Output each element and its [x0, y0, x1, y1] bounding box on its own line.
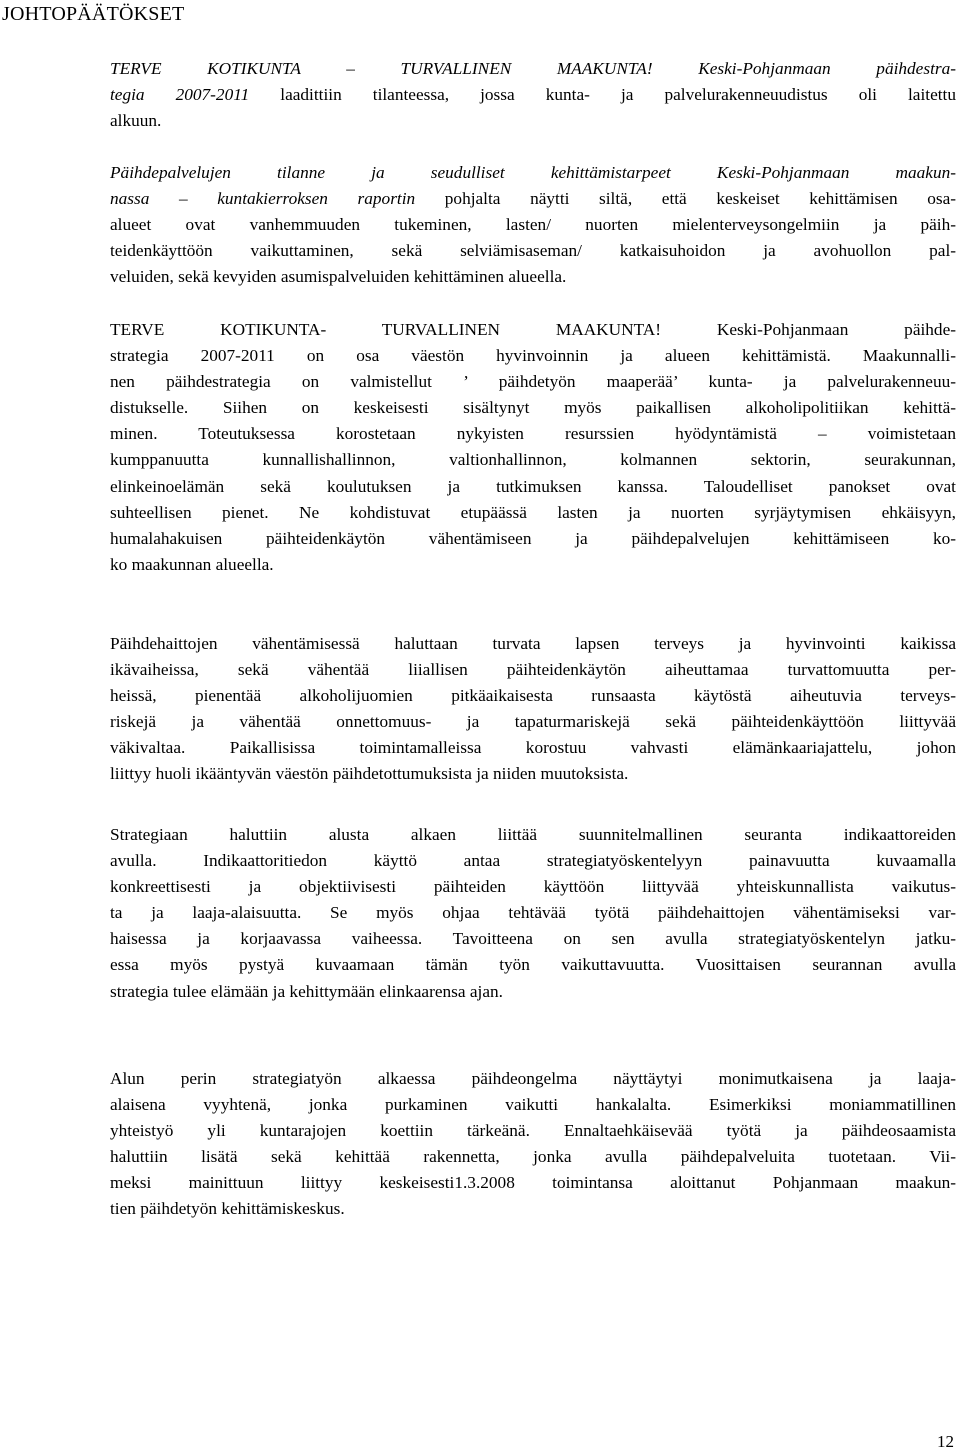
text-segment: strategia tulee elämään ja kehittymään elinkaarensa ajan. — [110, 981, 503, 1001]
text-segment: haluttiin lisätä sekä kehittää rakennetta, jonka avulla päihdepalveluita tuotetaan. Vii- — [110, 1147, 956, 1167]
text-segment: veluiden, sekä kevyiden asumispalveluiden kehittäminen alueella. — [110, 267, 567, 287]
text-line — [110, 1196, 956, 1222]
text-segment: distukselle. Siihen on keskeisesti sisältynyt myös paikallisen alkoholipolitiikan kehittä- — [110, 398, 956, 418]
text-line — [110, 160, 956, 186]
text-segment: riskejä ja vähentää onnettomuus- ja tapaturmariskejä sekä päihteidenkäyttöön liittyvää — [110, 712, 956, 732]
text-segment: nen päihdestrategia on valmistellut ’ päihdetyön maaperää’ kunta- ja palvelurakenneuu- — [110, 372, 956, 392]
text-segment: liittyy huoli ikääntyvän väestön päihdetottumuksista ja niiden muutoksista. — [110, 764, 629, 784]
page-number: 12 — [937, 1432, 954, 1451]
paragraph-origins — [110, 1066, 956, 1223]
text-segment: humalahakuisen päihteidenkäytön vähentämiseen ja päihdepalvelujen kehittämiseen ko- — [110, 528, 956, 548]
text-line — [110, 683, 956, 709]
text-line — [110, 56, 956, 82]
text-segment: TERVE KOTIKUNTA- TURVALLINEN MAAKUNTA! Keski-Pohjanmaan päihde- — [110, 320, 956, 339]
text-segment: väkivaltaa. Paikallisissa toimintamalleissa korostuu vahvasti elämänkaariajattelu, johon — [110, 738, 956, 758]
text-segment: teidenkäyttöön vaikuttaminen, sekä selviämisaseman/ katkaisuhoidon ja avohuollon pal- — [110, 241, 956, 261]
text-segment: nassa – kuntakierroksen raportin — [110, 189, 416, 209]
text-line — [110, 657, 956, 683]
text-segment: ta ja laaja-alaisuutta. Se myös ohjaa tehtävää työtä päihdehaittojen vähentämiseksi var- — [110, 903, 956, 923]
text-line — [110, 1118, 956, 1144]
text-segment: Strategiaan haluttiin alusta alkaen liittää suunnitelmallinen seuranta indikaattoreiden — [110, 825, 956, 844]
text-segment: minen. Toteutuksessa korostetaan nykyisten resurssien hyödyntämistä – voimistetaan — [110, 424, 956, 444]
text-segment: alkuun. — [110, 111, 162, 131]
paragraph-strategy — [110, 317, 956, 578]
text-line — [110, 874, 956, 900]
text-segment: strategia 2007-2011 on osa väestön hyvinvoinnin ja alueen kehittämistä. Maakunnalli- — [110, 346, 956, 366]
paragraph-harm-reduction — [110, 631, 956, 788]
text-line — [110, 526, 956, 552]
text-line — [110, 343, 956, 369]
text-line — [110, 238, 956, 264]
text-segment: pohjalta näytti siltä, että keskeiset kehittämisen osa- — [415, 189, 956, 209]
text-line — [110, 822, 956, 848]
text-line — [110, 474, 956, 500]
text-line — [110, 761, 956, 787]
text-segment: TERVE KOTIKUNTA – TURVALLINEN MAAKUNTA! Keski-Pohjanmaan päihdestra- — [110, 59, 956, 78]
text-line — [110, 709, 956, 735]
text-line — [110, 1170, 956, 1196]
text-line — [110, 395, 956, 421]
text-line — [110, 1144, 956, 1170]
text-line — [110, 264, 956, 290]
paragraph-needs — [110, 160, 956, 290]
text-segment: Päihdepalvelujen tilanne ja seudulliset kehittämistarpeet Keski-Pohjanmaan maakun- — [110, 163, 956, 182]
text-segment: avulla. Indikaattoritiedon käyttö antaa strategiatyöskentelyyn painavuutta kuvaamalla — [110, 851, 956, 871]
text-segment: yhteistyö yli kuntarajojen koettiin tärkeänä. Ennaltaehkäisevää työtä ja päihdeosaamista — [110, 1121, 956, 1141]
text-line — [110, 447, 956, 473]
text-segment: essa myös pystyä kuvaamaan tämän työn vaikuttavuutta. Vuosittaisen seurannan avulla — [110, 955, 956, 975]
paragraph-indicators — [110, 822, 956, 1005]
text-segment: tien päihdetyön kehittämiskeskus. — [110, 1199, 345, 1219]
text-segment: haisessa ja korjaavassa vaiheessa. Tavoitteena on sen avulla strategiatyöskentelyn jatku- — [110, 929, 956, 949]
text-line — [110, 421, 956, 447]
text-line — [110, 900, 956, 926]
text-segment: laadittiin tilanteessa, jossa kunta- ja palvelurakenneuudistus oli laitettu — [249, 85, 956, 105]
text-line — [110, 369, 956, 395]
text-line — [110, 631, 956, 657]
text-segment: Alun perin strategiatyön alkaessa päihdeongelma näyttäytyi monimutkaisena ja laaja- — [110, 1069, 956, 1088]
text-segment: ko maakunnan alueella. — [110, 554, 274, 574]
text-line — [110, 108, 956, 134]
text-line — [110, 82, 956, 108]
text-line — [110, 926, 956, 952]
paragraph-intro — [110, 56, 956, 134]
text-line — [110, 186, 956, 212]
text-line — [110, 552, 956, 578]
text-line — [110, 735, 956, 761]
text-segment: meksi mainittuun liittyy keskeisesti1.3.2008 toimintansa aloittanut Pohjanmaan maakun- — [110, 1173, 956, 1193]
text-segment: suhteellisen pienet. Ne kohdistuvat etupäässä lasten ja nuorten syrjäytymisen ehkäisyyn, — [110, 502, 956, 522]
text-segment: kumppanuutta kunnallishallinnon, valtionhallinnon, kolmannen sektorin, seurakunnan, — [110, 450, 956, 470]
text-line — [110, 848, 956, 874]
text-segment: ikävaiheissa, sekä vähentää liiallisen päihteidenkäytön aiheuttamaa turvattomuutta per- — [110, 660, 956, 680]
text-segment: konkreettisesti ja objektiivisesti päihteiden käyttöön liittyvää yhteiskunnallista vaikutus- — [110, 877, 956, 897]
page-heading: JOHTOPÄÄTÖKSET — [2, 3, 185, 25]
text-line — [110, 212, 956, 238]
text-line — [110, 1066, 956, 1092]
text-segment: alueet ovat vanhemmuuden tukeminen, lasten/ nuorten mielenterveysongelmiin ja päih- — [110, 215, 956, 235]
text-segment: elinkeinoelämän sekä koulutuksen ja tutkimuksen kanssa. Taloudelliset panokset ovat — [110, 476, 956, 496]
text-line — [110, 1092, 956, 1118]
text-segment: Päihdehaittojen vähentämisessä haluttaan turvata lapsen terveys ja hyvinvointi kaikissa — [110, 634, 956, 653]
text-line — [110, 979, 956, 1005]
text-segment: heissä, pienentää alkoholijuomien pitkäaikaisesta runsaasta käytöstä aiheutuvia terveys- — [110, 686, 956, 706]
text-line — [110, 500, 956, 526]
text-segment: tegia 2007-2011 — [110, 85, 250, 105]
text-line — [110, 317, 956, 343]
text-line — [110, 952, 956, 978]
text-segment: alaisena vyyhtenä, jonka purkaminen vaikutti hankalalta. Esimerkiksi moniammatillinen — [110, 1095, 956, 1115]
